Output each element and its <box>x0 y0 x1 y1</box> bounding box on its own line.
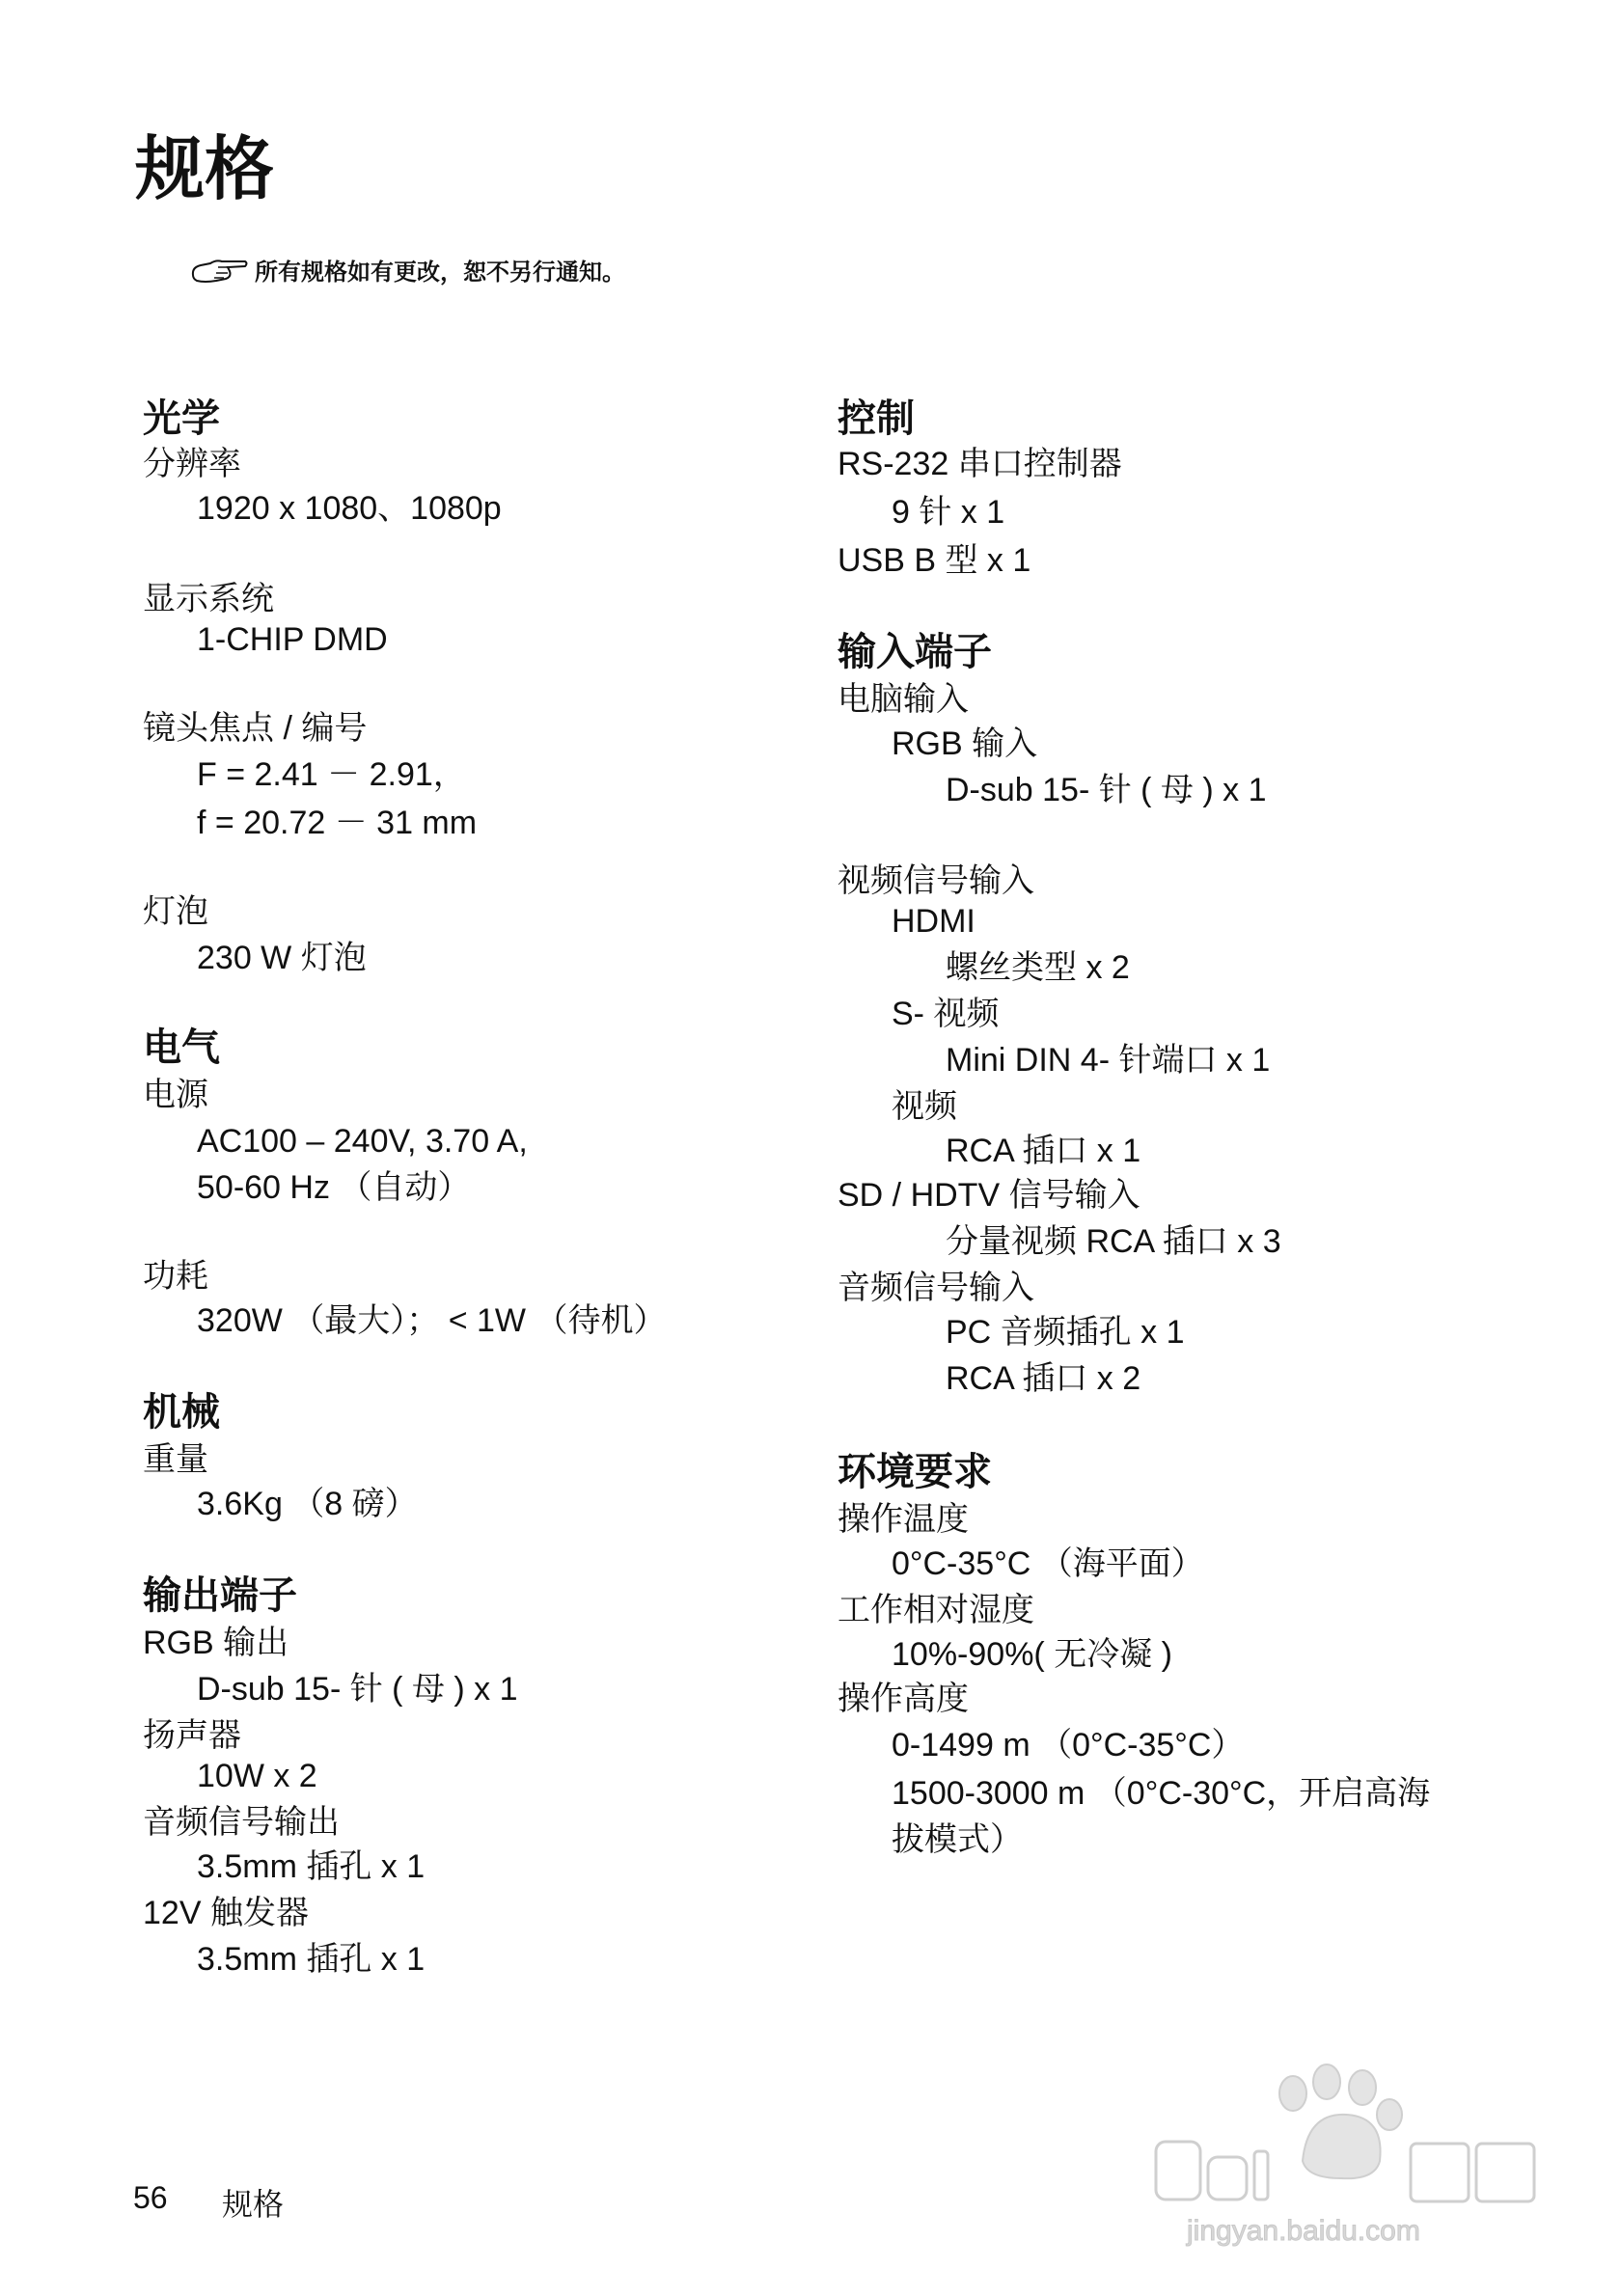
humidity-value: 10%-90%( 无冷凝 ) <box>892 1636 1172 1673</box>
lens-value-1: F = 2.41 － 2.91， <box>197 756 466 793</box>
audio-output-value: 3.5mm 插孔 x 1 <box>197 1848 426 1885</box>
rs232-label: RS-232 串口控制器 <box>838 446 1122 482</box>
lamp-value: 230 W 灯泡 <box>197 940 367 976</box>
power-supply-label: 电源 <box>143 1077 208 1113</box>
resolution-value: 1920 x 1080、1080p <box>197 490 502 527</box>
speaker-label: 扬声器 <box>143 1717 241 1754</box>
section-electrical-heading: 电气 <box>143 1026 220 1069</box>
power-supply-value-1: AC100 – 240V, 3.70 A, <box>197 1123 528 1160</box>
lamp-label: 灯泡 <box>143 893 208 930</box>
section-output-heading: 输出端子 <box>143 1574 297 1617</box>
rgb-input-label: RGB 输入 <box>892 725 1038 762</box>
baidu-watermark-logo <box>1148 2055 1553 2257</box>
baidu-paw-icon <box>1279 2064 1402 2178</box>
page-title: 规格 <box>135 131 275 208</box>
section-input-heading: 输入端子 <box>838 631 992 673</box>
lens-value-2: f = 20.72 － 31 mm <box>197 805 478 841</box>
speaker-value: 10W x 2 <box>197 1758 317 1794</box>
pc-input-label: 电脑输入 <box>838 681 969 718</box>
page-number: 56 <box>133 2180 168 2215</box>
altitude-value-3: 拔模式） <box>892 1821 1023 1858</box>
note-text: 所有规格如有更改，恕不另行通知。 <box>255 260 625 286</box>
rgb-output-value: D-sub 15- 针 ( 母 ) x 1 <box>197 1671 518 1708</box>
audio-output-label: 音频信号输出 <box>143 1804 340 1841</box>
section-mechanical-heading: 机械 <box>143 1391 220 1434</box>
section-control-heading: 控制 <box>838 397 915 440</box>
altitude-value-2: 1500-3000 m （0°C-30°C，开启高海 <box>892 1775 1431 1812</box>
operating-temperature-label: 操作温度 <box>838 1501 969 1538</box>
hdmi-label: HDMI <box>892 903 975 940</box>
operating-temperature-value: 0°C-35°C （海平面） <box>892 1545 1204 1582</box>
rgb-output-label: RGB 输出 <box>143 1625 289 1661</box>
display-system-value: 1-CHIP DMD <box>197 621 388 658</box>
sd-hdtv-value: 分量视频 RCA 插口 x 3 <box>946 1223 1281 1260</box>
hdmi-value: 螺丝类型 x 2 <box>946 949 1130 986</box>
altitude-label: 操作高度 <box>838 1681 969 1717</box>
svideo-value: Mini DIN 4- 针端口 x 1 <box>946 1042 1271 1079</box>
svideo-label: S- 视频 <box>892 996 1000 1032</box>
resolution-label: 分辨率 <box>143 446 241 482</box>
pointing-hand-icon <box>189 254 249 287</box>
power-supply-value-2: 50-60 Hz （自动） <box>197 1169 471 1206</box>
display-system-label: 显示系统 <box>143 581 274 617</box>
audio-rca-value: RCA 插口 x 2 <box>946 1360 1141 1397</box>
usb-label: USB B 型 x 1 <box>838 542 1031 579</box>
trigger-value: 3.5mm 插孔 x 1 <box>197 1941 426 1978</box>
watermark-url-mark: jingyan.baidu.com <box>1187 2215 1420 2247</box>
composite-video-label: 视频 <box>892 1088 957 1125</box>
weight-value: 3.6Kg （8 磅） <box>197 1486 418 1522</box>
lens-label: 镜头焦点 / 编号 <box>143 710 368 747</box>
sd-hdtv-label: SD / HDTV 信号输入 <box>838 1177 1140 1214</box>
rs232-value: 9 针 x 1 <box>892 494 1005 531</box>
spec-note <box>189 253 625 287</box>
composite-video-value: RCA 插口 x 1 <box>946 1133 1141 1169</box>
power-consumption-label: 功耗 <box>143 1258 208 1295</box>
altitude-value-1: 0-1499 m （0°C-35°C） <box>892 1727 1245 1763</box>
trigger-label: 12V 触发器 <box>143 1895 309 1931</box>
audio-input-label: 音频信号输入 <box>838 1270 1034 1306</box>
video-input-label: 视频信号输入 <box>838 862 1034 899</box>
power-consumption-value: 320W （最大）； < 1W （待机） <box>197 1302 667 1339</box>
rgb-input-value: D-sub 15- 针 ( 母 ) x 1 <box>946 772 1267 808</box>
humidity-label: 工作相对湿度 <box>838 1592 1034 1628</box>
section-optics-heading: 光学 <box>143 397 220 440</box>
footer-label: 规格 <box>222 2187 285 2222</box>
audio-pc-value: PC 音频插孔 x 1 <box>946 1314 1185 1351</box>
section-environment-heading: 环境要求 <box>838 1451 992 1493</box>
weight-label: 重量 <box>143 1441 208 1478</box>
